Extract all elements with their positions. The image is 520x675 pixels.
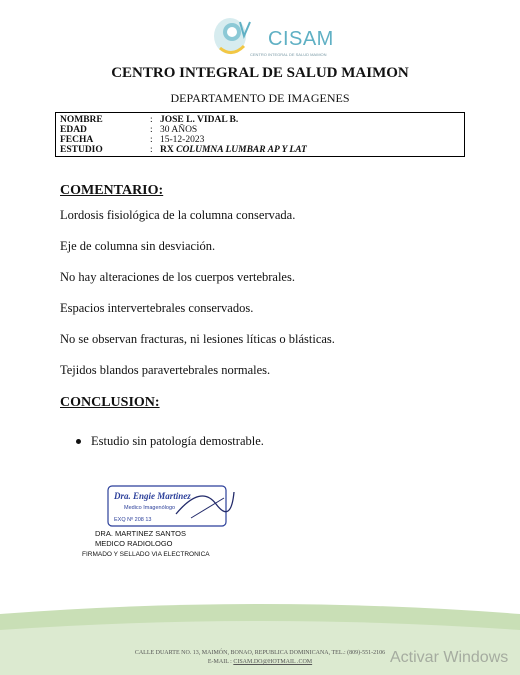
- comment-heading: COMENTARIO:: [60, 183, 164, 198]
- date-value: 15-12-2023: [160, 135, 205, 145]
- department-title: DEPARTAMENTO DE IMAGENES: [170, 91, 350, 105]
- comment-line: Eje de columna sin desviación.: [60, 239, 216, 253]
- colon: :: [150, 115, 153, 125]
- patient-age-row: [60, 125, 460, 135]
- study-name: COLUMNA LUMBAR AP Y LAT: [176, 145, 307, 155]
- patient-study-row: [60, 145, 460, 155]
- doctor-name: DRA. MARTINEZ SANTOS: [95, 529, 186, 538]
- logo-name: CISAM: [268, 28, 334, 50]
- email-label: E-MAIL :: [207, 659, 232, 665]
- activation-watermark: Activar Windows: [390, 649, 509, 666]
- conclusion-item: [76, 434, 264, 449]
- colon: :: [150, 135, 153, 145]
- study-label: ESTUDIO: [60, 145, 103, 155]
- bullet-icon: [76, 439, 81, 444]
- footer-address: CALLE DUARTE NO. 13, MAIMÓN, BONAO, REPUBLICA DOMINICANA, TEL.: (809)-551-2106: [134, 650, 386, 656]
- patient-date-row: [60, 135, 460, 145]
- patient-info-box: [55, 112, 465, 157]
- svg-text:Medico Imagenólogo: Medico Imagenólogo: [124, 505, 176, 511]
- name-label: NOMBRE: [60, 115, 103, 125]
- age-label: EDAD: [60, 125, 87, 135]
- conclusion-text: Estudio sin patología demostrable.: [91, 434, 264, 448]
- colon: :: [150, 125, 153, 135]
- svg-text:EXQ Nº 208 13: EXQ Nº 208 13: [114, 517, 152, 523]
- comment-line: No hay alteraciones de los cuerpos vertebrales.: [60, 270, 295, 284]
- signature-note: FIRMADO Y SELLADO VIA ELECTRONICA: [82, 551, 210, 558]
- document-title: CENTRO INTEGRAL DE SALUD MAIMON: [111, 65, 409, 81]
- age-value: 30 AÑOS: [160, 125, 198, 135]
- doctor-title: MEDICO RADIOLOGO: [95, 539, 173, 548]
- name-value: JOSE L. VIDAL B.: [160, 115, 239, 125]
- signature-stamp: [106, 484, 238, 530]
- comment-line: Tejidos blandos paravertebrales normales.: [60, 363, 271, 377]
- date-label: FECHA: [60, 135, 94, 145]
- logo-subtitle: CENTRO INTEGRAL DE SALUD MAIMON: [250, 52, 327, 57]
- study-value: [160, 145, 307, 155]
- study-prefix: RX: [160, 145, 174, 155]
- patient-name-row: [60, 115, 460, 125]
- comment-line: No se observan fracturas, ni lesiones líticas o blásticas.: [60, 332, 335, 346]
- email-link[interactable]: CISAM.DO@HOTMAIL .COM: [233, 659, 313, 665]
- conclusion-heading: CONCLUSION:: [60, 395, 160, 410]
- comment-line: Lordosis fisiológica de la columna conservada.: [60, 208, 296, 222]
- comment-line: Espacios intervertebrales conservados.: [60, 301, 254, 315]
- svg-text:Dra. Engie Martinez: Dra. Engie Martinez: [114, 491, 191, 501]
- colon: :: [150, 145, 153, 155]
